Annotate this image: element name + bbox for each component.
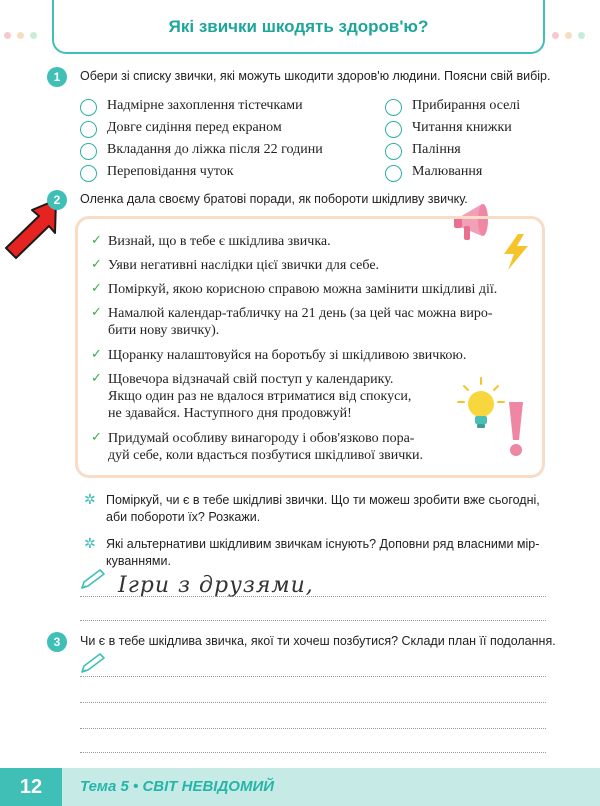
checkmark-icon: ✓ <box>91 233 102 248</box>
task-3-number: 3 <box>47 632 67 652</box>
advice-item: Щовечора відзначай свій поступ у календарику. Якщо один раз не вдалося втриматися від спокуси, не здавайся. Наступного дня продовжуй! <box>108 372 412 421</box>
advice-item: Поміркуй, якою корисною справою можна замінити шкідливі дії. <box>108 282 498 297</box>
advice-item: Намалюй календар-табличку на 21 день (за цей час можна виро- бити нову звичку). <box>108 306 493 338</box>
page-number: 12 <box>0 768 62 806</box>
checkmark-icon: ✓ <box>91 430 102 445</box>
checkmark-icon: ✓ <box>91 257 102 272</box>
radio-circle-icon[interactable] <box>385 165 402 182</box>
checkmark-icon: ✓ <box>91 371 102 386</box>
radio-circle-icon[interactable] <box>80 165 97 182</box>
option-label: Вкладання до ліжка після 22 години <box>107 142 323 157</box>
question-2: Які альтернативи шкідливим звичкам існують? Доповни ряд власними мір- куваннями. <box>106 537 540 568</box>
radio-circle-icon[interactable] <box>385 121 402 138</box>
option-label: Довге сидіння перед екраном <box>107 120 282 135</box>
checkmark-icon: ✓ <box>91 305 102 320</box>
option-label: Малювання <box>412 164 483 179</box>
option-label: Надмірне захоплення тістечками <box>107 98 303 113</box>
decor-dots-right <box>552 26 591 34</box>
pencil-icon <box>80 568 106 590</box>
task-2-number: 2 <box>47 190 67 210</box>
option-label: Паління <box>412 142 461 157</box>
answer-line <box>80 620 546 621</box>
radio-circle-icon[interactable] <box>385 99 402 116</box>
answer-line <box>80 728 546 729</box>
checkmark-icon: ✓ <box>91 281 102 296</box>
light-bulb-icon <box>456 376 506 434</box>
checkmark-icon: ✓ <box>91 347 102 362</box>
sun-marker-icon: ✲ <box>84 536 96 552</box>
task-2-text: Оленка дала своєму братові поради, як побороти шкідливу звичку. <box>80 192 468 206</box>
task-1-text: Обери зі списку звички, які можуть шкодити здоров'ю людини. Поясни свій вибір. <box>80 69 551 83</box>
answer-line <box>80 752 546 753</box>
option-label: Читання книжки <box>412 120 512 135</box>
task-1-number: 1 <box>47 67 67 87</box>
advice-item: Уяви негативні наслідки цієї звички для себе. <box>108 258 380 273</box>
pencil-icon <box>80 652 106 674</box>
exclamation-icon <box>504 400 528 460</box>
answer-line <box>80 702 546 703</box>
radio-circle-icon[interactable] <box>80 121 97 138</box>
task-3-text: Чи є в тебе шкідлива звичка, якої ти хочеш позбутися? Склади план її подолання. <box>80 634 556 648</box>
answer-line <box>80 596 546 597</box>
topic-title: Тема 5 • СВІТ НЕВІДОМИЙ <box>80 778 275 795</box>
advice-item: Щоранку налаштовуйся на боротьбу зі шкідливою звичкою. <box>108 348 467 363</box>
option-label: Прибирання оселі <box>412 98 521 113</box>
radio-circle-icon[interactable] <box>80 99 97 116</box>
radio-circle-icon[interactable] <box>80 143 97 160</box>
sun-marker-icon: ✲ <box>84 492 96 508</box>
decor-dots-left <box>4 26 43 34</box>
advice-item: Придумай особливу винагороду і обов'язково пора- дуй себе, коли вдасться позбутися шкідливої звички. <box>108 431 424 463</box>
answer-line <box>80 676 546 677</box>
advice-item: Визнай, що в тебе є шкідлива звичка. <box>108 234 331 249</box>
question-1: Поміркуй, чи є в тебе шкідливі звички. Що ти можеш зробити вже сьогодні, аби побороти їх? Розкажи. <box>106 493 540 524</box>
option-label: Переповідання чуток <box>107 164 234 179</box>
handwritten-answer: Ігри з друзями, <box>118 573 314 598</box>
page-title: Які звички шкодять здоров'ю? <box>168 17 429 36</box>
radio-circle-icon[interactable] <box>385 143 402 160</box>
